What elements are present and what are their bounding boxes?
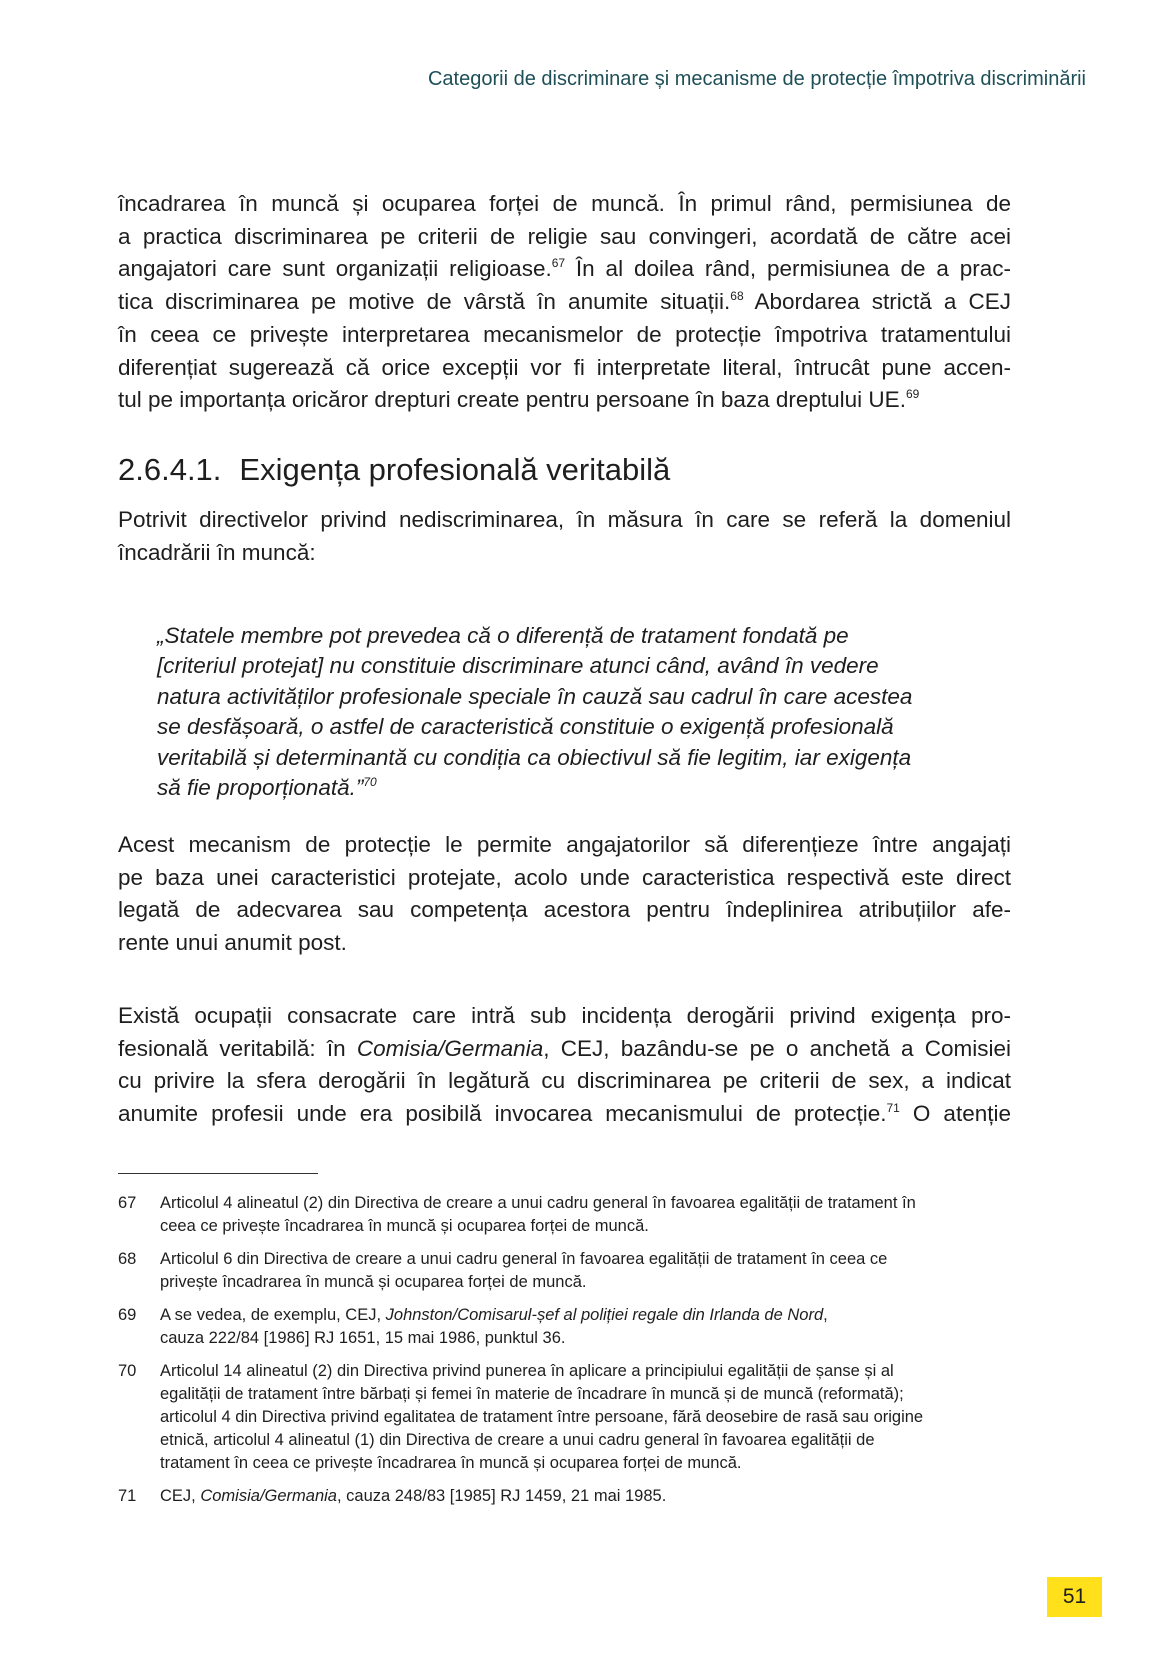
footnote-67 [118,1192,1011,1238]
text-span: , [823,1306,828,1324]
intro-paragraph [118,188,1011,417]
footnotes [118,1192,1011,1518]
text-span: să fie proporționată.” [157,775,364,801]
footnote-number: 67 [118,1194,137,1212]
footnote-number: 70 [118,1362,137,1380]
text-span: În al doilea rând, permisiunea de a prac- [565,256,1011,282]
text-line: încadrării în muncă: [118,539,316,565]
mechanism-paragraph [118,829,1011,960]
case-name: Johnston/Comisarul-șef al poliției regale din Irlanda de Nord [385,1306,824,1324]
quote-line [157,773,977,803]
text-span: , cauza 248/83 [1985] RJ 1459, 21 mai 1985. [336,1487,667,1505]
footnote-68 [118,1248,1011,1294]
text-span: Abordarea strictă a CEJ [743,289,1011,315]
text-span: fesională veritabilă: în [118,1035,357,1061]
footnote-70 [118,1360,1011,1475]
text-span: A se vedea, de exemplu, CEJ, [160,1306,386,1324]
quote-line: „Statele membre pot prevedea că o diferență de tratament fondată pe [157,623,849,648]
text-line: în ceea ce privește interpretarea mecanismelor de protecție împotriva tratamentului [118,321,1011,347]
footnote-line: Articolul 14 alineatul (2) din Directiva privind punerea în aplicare a principiului egalității de șanse și al [160,1362,894,1380]
footnote-ref-69[interactable]: 69 [905,387,920,402]
footnote-ref-67[interactable]: 67 [551,256,566,271]
footnote-ref-70[interactable]: 70 [363,775,377,790]
lead-paragraph [118,504,1011,569]
text-line: pe baza unei caracteristici protejate, acolo unde caracteristica respectivă este direct [118,864,1011,890]
footnote-line: ceea ce privește încadrarea în muncă și ocuparea forței de muncă. [160,1217,649,1235]
text-line [118,286,1011,319]
quote-line: se desfășoară, o astfel de caracteristică constituie o exigență profesională [157,714,894,740]
case-name: Comisia/Germania [200,1487,337,1505]
footnote-number: 68 [118,1250,137,1268]
text-line: diferențiat sugerează că orice excepții vor fi interpretate literal, întrucât pune accen- [118,354,1011,380]
section-title: Exigența profesională veritabilă [239,452,671,487]
text-span: , CEJ, bazându-se pe o anchetă a Comisiei [543,1035,1011,1061]
footnote-line: egalității de tratament între bărbați și femei în materie de încadrare în muncă și de muncă (reformată); [160,1385,904,1403]
quote-line: [criteriul protejat] nu constituie discriminare atunci când, având în vedere [157,653,879,679]
text-line: legată de adecvarea sau competența acestora pentru îndeplinirea atribuțiilor afe- [118,897,1011,923]
text-span: anumite profesii unde era posibilă invocarea mecanismului de protecție. [118,1101,887,1127]
text-line [118,253,1011,286]
footnote-number: 71 [118,1487,137,1505]
directive-quote [157,621,977,803]
section-heading [118,452,670,488]
footnote-69 [118,1304,1011,1350]
text-line: încadrarea în muncă și ocuparea forței de muncă. În primul rând, permisiunea de [118,191,1011,216]
text-line: cu privire la sfera derogării în legătură cu discriminarea pe criterii de sex, a indicat [118,1068,1011,1094]
footnote-separator [118,1173,318,1174]
footnote-line: cauza 222/84 [1986] RJ 1651, 15 mai 1986, punktul 36. [160,1329,566,1347]
text-line: a practica discriminarea pe criterii de religie sau convingeri, acordată de către acei [118,223,1011,249]
footnote-line: etnică, articolul 4 alineatul (1) din Directiva de creare a unui cadru general în favoarea egalității de [160,1431,875,1449]
text-line: Există ocupații consacrate care intră sub incidența derogării privind exigența pro- [118,1003,1011,1028]
text-line: rente unui anumit post. [118,930,347,956]
footnote-71 [118,1485,1011,1508]
text-span: CEJ, [160,1487,201,1505]
text-span: angajatori care sunt organizații religioase. [118,256,552,282]
quote-line: natura activităților profesionale speciale în cauză sau cadrul în care acestea [157,683,913,709]
footnote-line [160,1485,1011,1508]
footnote-line: Articolul 6 din Directiva de creare a unui cadru general în favoarea egalității de tratament în ceea ce [160,1250,888,1268]
footnote-number: 69 [118,1306,137,1324]
page-number-text: 51 [1062,1585,1087,1608]
footnote-line: Articolul 4 alineatul (2) din Directiva de creare a unui cadru general în favoarea egalității de tratament în [160,1194,916,1212]
text-line: Acest mecanism de protecție le permite angajatorilor să diferențieze între angajați [118,832,1011,857]
case-name: Comisia/Germania [356,1035,544,1061]
page-number [1047,1577,1102,1617]
quote-line: veritabilă și determinantă cu condiția ca obiectivul să fie legitim, iar exigența [157,744,912,770]
occupations-paragraph [118,1000,1011,1131]
footnote-line: tratament în ceea ce privește încadrarea în muncă și ocuparea forței de muncă. [160,1454,742,1472]
text-span: tica discriminarea pe motive de vârstă în anumite situații. [118,289,731,315]
text-span: O atenție [899,1101,1011,1127]
footnote-line: privește încadrarea în muncă și ocuparea forței de muncă. [160,1273,587,1291]
text-span: tul pe importanța oricăror drepturi create pentru persoane în baza dreptului UE. [118,387,906,413]
footnote-line: articolul 4 din Directiva privind egalitatea de tratament între persoane, fără deosebire de rasă sau origine [160,1408,924,1426]
footnote-ref-71[interactable]: 71 [886,1101,900,1116]
text-line [118,384,1011,417]
footnote-line [160,1304,1011,1327]
text-line [118,1098,1011,1131]
footnote-ref-68[interactable]: 68 [730,289,744,304]
section-number: 2.6.4.1. [118,452,222,487]
text-line: Potrivit directivelor privind nediscriminarea, în măsura în care se referă la domeniul [118,507,1011,532]
running-header: Categorii de discriminare și mecanisme de protecție împotriva discriminării [427,68,1086,90]
text-line [118,1033,1011,1066]
